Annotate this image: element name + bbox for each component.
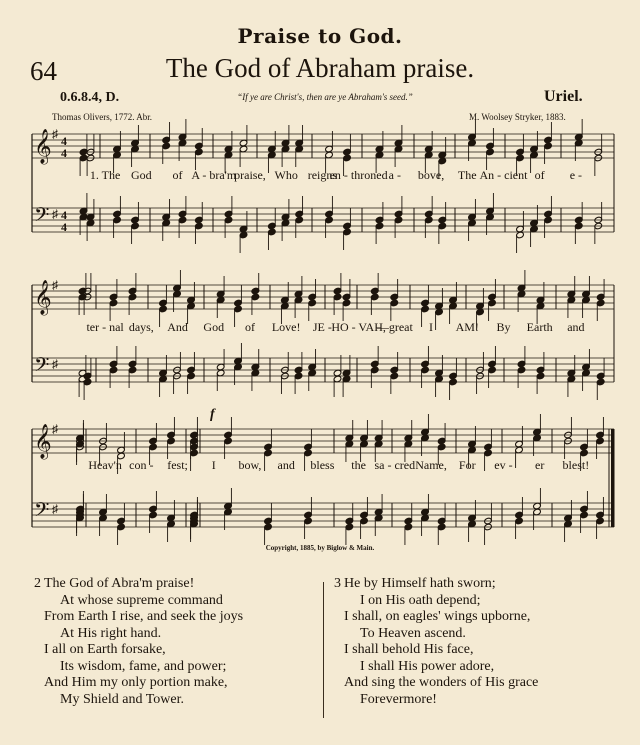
treble-clef-icon: 𝄞 — [34, 280, 52, 315]
lyric-syllable: And — [167, 320, 188, 334]
stanza-divider — [323, 582, 324, 718]
section-heading: Praise to God. — [237, 24, 403, 48]
treble-clef-icon: 𝄞 — [34, 129, 52, 164]
lyric-syllable: ter - nal — [86, 320, 124, 334]
lyric-syllable: The — [457, 168, 477, 182]
lyric-syllable: Love! — [271, 320, 301, 334]
lyric-syllable: sa - cred — [374, 458, 416, 472]
lyric-syllable: con - — [129, 458, 154, 472]
lyric-syllable: of — [172, 168, 183, 182]
epigraph: “If ye are Christ's, then are ye Abraham's seed.” — [237, 92, 413, 102]
lyric-syllable: HO - VAH, — [331, 320, 386, 334]
lyric-syllable: a - — [388, 168, 401, 182]
tune-name: Uriel. — [544, 88, 583, 105]
lyric-syllable: reigns — [307, 168, 338, 182]
time-signature: 4 — [61, 146, 67, 160]
stanza-line: From Earth I rise, and seek the joys — [44, 609, 244, 624]
lyric-syllable: praise, — [234, 168, 266, 182]
lyric-syllable: e - — [569, 168, 583, 182]
stanza-line: And Him my only portion make, — [44, 675, 228, 690]
stanza-line: I all on Earth forsake, — [44, 642, 166, 657]
sharp-icon: ♯ — [52, 207, 58, 221]
stanza-2 — [34, 576, 244, 708]
lyric-syllable: Name, — [415, 458, 447, 472]
time-signature: 4 — [61, 220, 67, 234]
copyright: Copyright, 1885, by Biglow & Main. — [265, 544, 375, 552]
stanza-line: I shall behold His face, — [344, 642, 474, 657]
bass-clef-icon: 𝄢 — [34, 353, 50, 381]
lyric-syllable: AM! — [455, 320, 479, 334]
lyric-syllable: of — [244, 320, 255, 334]
lyric-syllable: An - cient — [479, 168, 528, 182]
lyric-syllable: bove, — [417, 168, 445, 182]
sharp-icon: ♯ — [52, 127, 58, 141]
stanza-3 — [334, 576, 539, 708]
lyric-syllable: en - throned — [329, 168, 388, 182]
stanza-line: The God of Abra'm praise! — [44, 576, 195, 591]
time-signature: 4 — [61, 208, 67, 222]
lyric-syllable: er — [535, 458, 545, 472]
lyric-syllable: I — [211, 458, 216, 472]
stanza-line: He by Himself hath sworn; — [344, 576, 496, 591]
stanza-line: Its wisdom, fame, and power; — [60, 658, 227, 674]
lyric-syllable: and — [567, 320, 585, 334]
bass-clef-icon: 𝄢 — [34, 498, 50, 526]
lyric-syllable: days, — [128, 320, 154, 334]
lyric-syllable: 1. The — [89, 168, 121, 182]
lyric-syllable: fest; — [167, 458, 188, 472]
sharp-icon: ♯ — [52, 357, 58, 371]
lyric-syllable: the — [351, 458, 366, 472]
lyric-syllable: ev - — [494, 458, 513, 472]
lyric-syllable: bow, — [238, 458, 262, 472]
lyric-syllable: Heav'n — [88, 458, 122, 472]
stanza-line: I shall, on eagles' wings upborne, — [344, 609, 531, 624]
stanza-line: At whose supreme command — [60, 592, 223, 608]
lyric-syllable: God — [203, 320, 225, 334]
lyric-syllable: bless — [310, 458, 335, 472]
stanza-line: I on His oath depend; — [360, 592, 481, 608]
hymn-title: The God of Abraham praise. — [165, 53, 475, 83]
sharp-icon: ♯ — [52, 422, 58, 436]
stanza-line: Forevermore! — [360, 691, 437, 707]
lyric-syllable: Earth — [526, 320, 553, 334]
time-signature: 4 — [61, 134, 67, 148]
lyric-syllable: I — [429, 320, 434, 334]
sharp-icon: ♯ — [52, 278, 58, 292]
lyric-syllable: blest! — [562, 458, 590, 472]
lyric-syllable: and — [277, 458, 295, 472]
stanza-line: At His right hand. — [60, 625, 162, 641]
lyric-syllable: God — [130, 168, 152, 182]
sharp-icon: ♯ — [52, 502, 58, 516]
lyric-syllable: of — [534, 168, 545, 182]
meter: 0.6.8.4, D. — [60, 90, 120, 105]
stanza-line: My Shield and Tower. — [60, 691, 184, 707]
lyric-syllable: For — [458, 458, 476, 472]
stanza-number: 3 — [334, 576, 341, 591]
stanza-line: I shall His power adore, — [360, 658, 495, 674]
bass-clef-icon: 𝄢 — [34, 203, 50, 231]
stanza-line: And sing the wonders of His grace — [344, 675, 539, 690]
stanza-number: 2 — [34, 576, 41, 591]
lyric-syllable: JE - — [312, 320, 332, 334]
lyric-syllable: —great — [376, 320, 413, 334]
dynamic-marking: f — [210, 407, 215, 422]
author: Thomas Olivers, 1772. Abr. — [52, 112, 152, 122]
final-barline-thick — [611, 429, 614, 527]
lyric-syllable: Who — [274, 168, 298, 182]
stanza-line: To Heaven ascend. — [360, 625, 466, 641]
treble-clef-icon: 𝄞 — [34, 424, 52, 459]
hymn-number: 64 — [30, 56, 57, 86]
composer: M. Woolsey Stryker, 1883. — [469, 112, 566, 122]
lyric-syllable: A - bra'm — [191, 168, 237, 182]
lyric-syllable: By — [496, 320, 511, 334]
